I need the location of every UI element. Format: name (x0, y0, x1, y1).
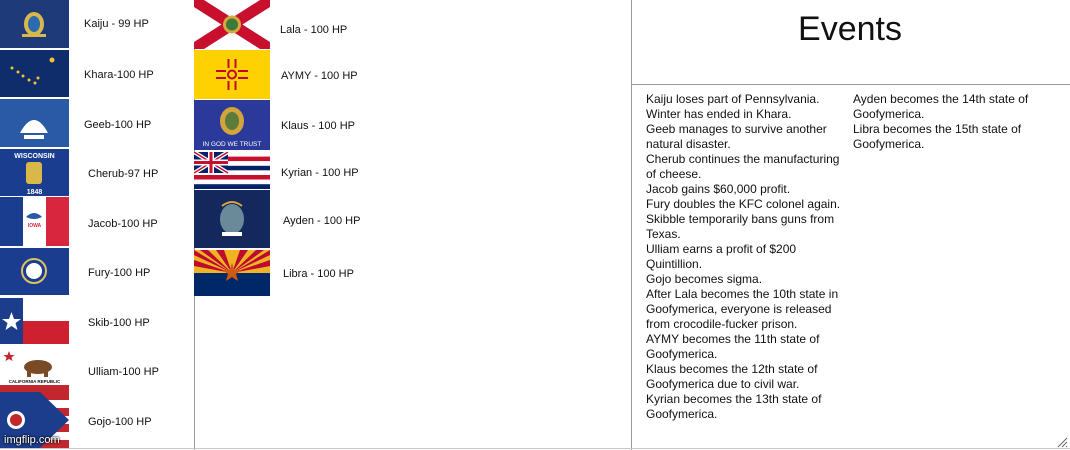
resize-handle-icon[interactable] (1056, 436, 1068, 448)
event-entry: Ulliam earns a profit of $200 Quintillion. (646, 242, 797, 271)
kentucky-flag-icon (0, 248, 69, 295)
florida-flag-icon (194, 0, 270, 49)
events-column-2 (853, 92, 1053, 152)
alaska-flag-icon (0, 50, 69, 97)
california-flag-icon (0, 347, 69, 392)
louisiana-flag-icon (0, 99, 69, 147)
player-label-jacob: Jacob-100 HP (88, 218, 158, 230)
svg-text:WISCONSIN: WISCONSIN (14, 153, 55, 160)
arizona-flag-icon (194, 250, 270, 296)
player-label-aymy: AYMY - 100 HP (281, 70, 358, 82)
iowa-flag-icon (0, 197, 69, 246)
event-entry: Cherub continues the manufacturing of cheese. (646, 152, 840, 181)
event-entry: Ayden becomes the 14th state of Goofymerica. (853, 92, 1029, 121)
player-label-skib: Skib-100 HP (88, 317, 150, 329)
new-mexico-flag-icon (194, 50, 270, 99)
player-label-libra: Libra - 100 HP (283, 268, 354, 280)
svg-text:CALIFORNIA REPUBLIC: CALIFORNIA REPUBLIC (8, 379, 61, 384)
player-label-fury: Fury-100 HP (88, 267, 151, 279)
event-entry: Gojo becomes sigma. (646, 272, 763, 286)
player-label-kyrian: Kyrian - 100 HP (281, 167, 359, 179)
player-label-kaiju: Kaiju - 99 HP (84, 18, 149, 30)
player-label-klaus: Klaus - 100 HP (281, 120, 355, 132)
wisconsin-flag-icon (0, 149, 69, 196)
event-entry: Geeb manages to survive another natural disaster. (646, 122, 827, 151)
bottom-border (0, 448, 1070, 449)
michigan-flag-icon (194, 190, 270, 248)
event-entry: Skibble temporarily bans guns from Texas. (646, 212, 835, 241)
seal-flag-icon (194, 100, 270, 150)
watermark: imgflip.com (4, 434, 60, 446)
event-entry: After Lala becomes the 10th state in Goofymerica, everyone is released from crocodile-fucker prison. (646, 287, 839, 331)
svg-text:IOWA: IOWA (27, 223, 42, 229)
event-entry: Kyrian becomes the 13th state of Goofymerica. (646, 392, 822, 421)
divider-right (631, 0, 632, 450)
player-label-cherub: Cherub-97 HP (88, 168, 159, 180)
event-entry: Jacob gains $60,000 profit. (646, 182, 791, 196)
player-label-ulliam: Ulliam-100 HP (88, 366, 159, 378)
player-label-khara: Khara-100 HP (84, 69, 154, 81)
svg-text:IN GOD WE TRUST: IN GOD WE TRUST (202, 141, 262, 148)
pennsylvania-flag-icon (0, 0, 69, 48)
event-entry: Kaiju loses part of Pennsylvania. (646, 92, 820, 106)
event-entry: Fury doubles the KFC colonel again. (646, 197, 841, 211)
event-entry: Winter has ended in Khara. (646, 107, 792, 121)
event-entry: AYMY becomes the 11th state of Goofymerica. (646, 332, 820, 361)
event-entry: Klaus becomes the 12th state of Goofymerica due to civil war. (646, 362, 818, 391)
player-label-geeb: Geeb-100 HP (84, 119, 152, 131)
events-title-divider (632, 84, 1070, 85)
svg-text:1848: 1848 (26, 189, 43, 196)
player-label-gojo: Gojo-100 HP (88, 416, 152, 428)
player-label-ayden: Ayden - 100 HP (283, 215, 361, 227)
events-title: Events (798, 10, 902, 48)
hawaii-flag-icon (194, 152, 270, 189)
player-label-lala: Lala - 100 HP (280, 24, 348, 36)
events-column-1 (646, 92, 852, 422)
texas-flag-icon (0, 298, 69, 344)
event-entry: Libra becomes the 15th state of Goofymerica. (853, 122, 1022, 151)
